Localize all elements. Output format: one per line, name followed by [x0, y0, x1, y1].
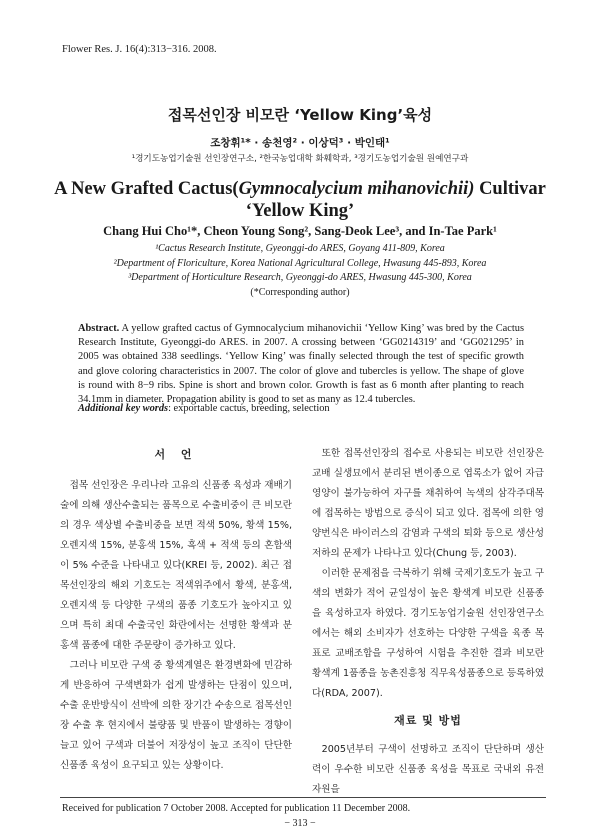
keywords: [78, 403, 524, 414]
english-title-cultivar: ‘Yellow King’: [245, 201, 355, 221]
section-heading-introduction: 서 언: [154, 448, 198, 461]
english-affiliations: [0, 242, 600, 300]
abstract: [78, 322, 524, 407]
journal-reference: Flower Res. J. 16(4):313−316. 2008.: [62, 44, 217, 55]
english-title-suffix: Cultivar: [474, 179, 546, 199]
english-title-species: Gymnocalycium mihanovichii): [238, 179, 475, 199]
section-heading-materials-methods: 재료 및 방법: [394, 714, 462, 727]
body-column-left: [60, 444, 292, 776]
korean-affiliations: ¹경기도농업기술원 선인장연구소, ²한국농업대학 화훼학과, ³경기도농업기술원 원예연구과: [131, 154, 469, 164]
corresponding-author-note: (*Corresponding author): [250, 286, 350, 298]
korean-title: 접목선인장 비모란 ‘Yellow King’육성: [167, 106, 433, 124]
english-authors: Chang Hui Cho¹*, Cheon Young Song², Sang-Deok Lee³, and In-Tae Park¹: [103, 224, 497, 238]
body-column-right: [312, 444, 544, 800]
footnote-divider: [60, 797, 546, 798]
keywords-text: : exportable cactus, breeding, selection: [168, 403, 330, 414]
body-paragraph: 그러나 비모란 구색 중 황색계열은 환경변화에 민감하게 반응하여 구색변화가 쉽게 발생하는 단점이 있으며, 수출 운반방식이 선박에 의한 장기간 수송으로 접목선인장 수출 후 현지에서 불량품 및 반품이 발생하는 경향이 늘고 있어 구색과 더불어 저장성이 높고 조직이 단단한 신품종 육성이 요구되고 있는 상황이다.: [60, 660, 292, 771]
affiliation-line: ³Department of Horticulture Research, Gyeonggi-do ARES, Hwasung 445-300, Korea: [128, 272, 472, 284]
affiliation-line: ²Department of Floriculture, Korea National Agricultural College, Hwasung 445-893, Korea: [113, 257, 487, 269]
abstract-label: Abstract.: [78, 323, 120, 334]
body-paragraph: 접목 선인장은 우리나라 고유의 신품종 육성과 재배기술에 의해 생산수출되는 품목으로 수출비중이 큰 비모란의 경우 색상별 수출비중을 보면 적색 50%, 황색 15%, 오렌지색 15%, 분홍색 15%, 흑색 + 적색 등의 혼합색이 5% 수준을 나타내고 있다(KREI 등, 2002). 최근 접목선인장의 해외 기호도는 적색위주에서 황색, 분홍색, 오렌지색 등 다양한 구색의 품종 기호도가 높아지고 있으며 특히 최대 수출국인 화란에서는 선명한 황색과 분홍색 품종에 대한 주문량이 증가하고 있다.: [60, 480, 292, 651]
english-title-prefix: A New Grafted Cactus(: [54, 179, 239, 199]
affiliation-line: ¹Cactus Research Institute, Gyeonggi-do ARES, Goyang 411-809, Korea: [155, 243, 445, 254]
page-number: − 313 −: [284, 818, 316, 829]
english-title: [0, 178, 600, 222]
abstract-text: A yellow grafted cactus of Gymnocalycium mihanovichii ‘Yellow King’ was bred by the Cactus Research Institute, Gyeonggi-do ARES. in 2007. A crossing between ‘GG0214319’ and ‘GG021295’ in 2005 was obtained 338 seedlings. ‘Yellow King’ was finally selected through the test of specific growth and glove coloring characteristics in 2007. The color of glove and tubercles is yellow. The shape of glove is round with 8−9 ribs. Spine is short and brown color. Growth is fast as 6 month after planting to reach 34.1mm in diameter. Propagation ability is good to set as many as 12.4 tubercles.: [78, 323, 524, 406]
body-paragraph: 2005년부터 구색이 선명하고 조직이 단단하며 생산력이 우수한 비모란 신품종 육성을 목표로 국내외 유전자원을: [312, 744, 544, 795]
korean-authors: 조창휘¹* · 송천영² · 이상덕³ · 박인태¹: [210, 137, 390, 149]
keywords-label: Additional key words: [78, 403, 169, 414]
body-paragraph: 또한 접목선인장의 접수로 사용되는 비모란 선인장은 교배 실생묘에서 분리된 변이종으로 엽록소가 없어 자급영양이 불가능하여 자구를 채취하여 녹색의 삼각주대목에 접목하는 방법으로 증식이 되고 있다. 접목에 의한 영양번식은 바이러스의 감염과 구색의 퇴화 등으로 생산성 저하의 문제가 나타나고 있다(Chung 등, 2003).: [312, 448, 544, 559]
publication-dates-footnote: Received for publication 7 October 2008. Accepted for publication 11 December 2008.: [62, 803, 411, 814]
body-paragraph: 이러한 문제점을 극복하기 위해 국제기호도가 높고 구색의 변화가 적어 균일성이 높은 황색계 비모란 신품종을 육성하고자 하였다. 경기도농업기술원 선인장연구소에서는 해외 소비자가 선호하는 다양한 구색을 육종 목표로 교배조합을 구성하여 시험을 추진한 결과 비모란 황색계 1품종을 농촌진흥청 직무육성품종으로 등록하였다(RDA, 2007).: [312, 568, 544, 699]
